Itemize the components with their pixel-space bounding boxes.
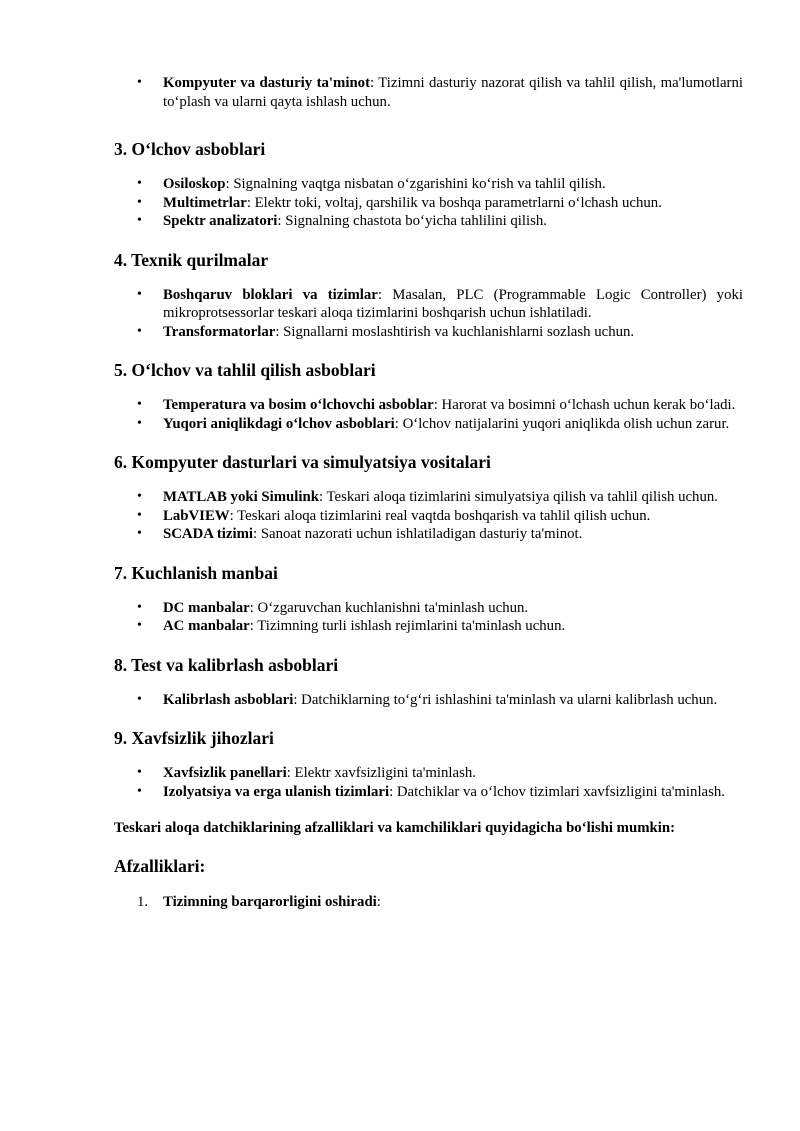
bullet-icon: • xyxy=(137,397,142,412)
list-item xyxy=(114,286,743,323)
item-text: : Tizimni dasturiy nazorat qilish va tahlil qilish, ma'lumotlarni to‘plash va ularni qayta ishlash uchun. xyxy=(163,75,743,110)
section-list xyxy=(114,488,743,544)
item-term: Yuqori aniqlikdagi o‘lchov asboblari xyxy=(163,415,395,432)
list-item xyxy=(114,415,743,434)
item-term: MATLAB yoki Simulink xyxy=(163,489,319,505)
item-text: : Elektr toki, voltaj, qarshilik va boshqa parametrlarni o‘lchash uchun. xyxy=(246,194,662,211)
list-item xyxy=(114,617,743,636)
item-text: : Signalning vaqtga nisbatan o‘zgarishini ko‘rish va tahlil qilish. xyxy=(225,176,606,192)
item-text: : Datchiklar va o‘lchov tizimlari xavfsizligini ta'minlash. xyxy=(389,783,725,800)
section-title: 5. O‘lchov va tahlil qilish asboblari xyxy=(114,360,376,380)
list-item xyxy=(114,194,743,213)
item-term: Osiloskop xyxy=(163,176,226,192)
item-text: : Signallarni moslashtirish va kuchlanishlarni sozlash uchun. xyxy=(275,323,635,340)
bullet-icon: • xyxy=(137,176,142,191)
advantages-list xyxy=(114,893,743,912)
item-term: LabVIEW xyxy=(163,507,230,524)
section-list xyxy=(114,764,743,801)
item-term: Temperatura va bosim o‘lchovchi asboblar xyxy=(163,397,434,413)
item-term: Xavfsizlik panellari xyxy=(163,765,287,781)
bullet-icon: • xyxy=(137,75,142,90)
section-list xyxy=(114,691,743,710)
section-6 xyxy=(114,451,743,544)
section-5 xyxy=(114,359,743,433)
bullet-icon: • xyxy=(137,526,142,541)
list-item xyxy=(114,893,743,912)
section-title: 7. Kuchlanish manbai xyxy=(114,562,278,583)
section-title: 3. O‘lchov asboblari xyxy=(114,139,266,159)
item-text: : Signalning chastota bo‘yicha tahlilini qilish. xyxy=(277,213,548,229)
item-term: Transformatorlar xyxy=(163,323,276,340)
section-list xyxy=(114,175,743,231)
bullet-icon: • xyxy=(137,323,142,339)
document-page xyxy=(114,74,743,911)
bullet-icon: • xyxy=(137,618,142,633)
item-text: : Tizimning turli ishlash rejimlarini ta'minlash uchun. xyxy=(249,618,566,634)
item-text: : Masalan, PLC (Programmable Logic Controller) yoki mikroprotsessorlar teskari aloqa tizimlarini boshqarish uchun ishlatiladi. xyxy=(163,286,743,321)
section-3 xyxy=(114,138,743,231)
item-term: Boshqaruv bloklari va tizimlar xyxy=(163,286,378,303)
item-text: : Datchiklarning to‘g‘ri ishlashini ta'minlash va ularni kalibrlash uchun. xyxy=(293,691,718,708)
section-list xyxy=(114,396,743,433)
item-term: Kompyuter va dasturiy ta'minot xyxy=(163,75,370,91)
list-item xyxy=(114,525,743,544)
section-list xyxy=(114,286,743,342)
list-item xyxy=(114,74,743,111)
bullet-icon: • xyxy=(137,599,142,615)
bullet-icon: • xyxy=(137,489,142,504)
bullet-icon: • xyxy=(137,286,142,302)
advantages-section xyxy=(114,855,743,912)
bullet-icon: • xyxy=(137,691,142,707)
item-text: : O‘lchov natijalarini yuqori aniqlikda olish uchun zarur. xyxy=(394,415,730,432)
item-term: SCADA tizimi xyxy=(163,526,254,542)
list-item xyxy=(114,764,743,783)
item-term: Spektr analizatori xyxy=(163,213,278,229)
advantages-title: Afzalliklari: xyxy=(114,855,206,876)
section-9 xyxy=(114,727,743,801)
list-item xyxy=(114,691,743,710)
list-item xyxy=(114,396,743,415)
bullet-icon: • xyxy=(137,213,142,228)
bullet-icon: • xyxy=(137,765,142,780)
section-title: 9. Xavfsizlik jihozlari xyxy=(114,728,274,748)
item-term: DC manbalar xyxy=(163,599,250,616)
section-list xyxy=(114,599,743,636)
item-text: : Elektr xavfsizligini ta'minlash. xyxy=(286,765,476,781)
list-item xyxy=(114,175,743,194)
section-8 xyxy=(114,654,743,710)
item-term: Izolyatsiya va erga ulanish tizimlari xyxy=(163,783,390,800)
list-item xyxy=(114,488,743,507)
list-item xyxy=(114,507,743,526)
list-item xyxy=(114,323,743,342)
section-4 xyxy=(114,249,743,342)
section-7 xyxy=(114,562,743,636)
item-text: : Sanoat nazorati uchun ishlatiladigan dasturiy ta'minot. xyxy=(253,526,583,542)
bullet-icon: • xyxy=(137,415,142,431)
section-title: 8. Test va kalibrlash asboblari xyxy=(114,654,339,675)
item-term: Multimetrlar xyxy=(163,194,247,211)
item-text: : Teskari aloqa tizimlarini real vaqtda boshqarish va tahlil qilish uchun. xyxy=(229,507,651,524)
item-text: : Teskari aloqa tizimlarini simulyatsiya qilish va tahlil qilish uchun. xyxy=(318,489,718,505)
item-text: : O‘zgaruvchan kuchlanishni ta'minlash uchun. xyxy=(249,599,529,616)
bullet-icon: • xyxy=(137,783,142,799)
bullet-icon: • xyxy=(137,194,142,210)
top-list xyxy=(114,74,743,111)
list-item xyxy=(114,599,743,618)
section-title: 6. Kompyuter dasturlari va simulyatsiya vositalari xyxy=(114,452,491,472)
list-item xyxy=(114,783,743,802)
item-term: Kalibrlash asboblari xyxy=(163,691,294,708)
bullet-icon: • xyxy=(137,507,142,523)
list-item xyxy=(114,212,743,231)
section-title: 4. Texnik qurilmalar xyxy=(114,249,269,270)
item-text: : Harorat va bosimni o‘lchash uchun kerak bo‘ladi. xyxy=(433,397,736,413)
item-number: 1. xyxy=(137,893,149,910)
intro-paragraph: Teskari aloqa datchiklarining afzalliklari va kamchiliklari quyidagicha bo‘lishi mumkin: xyxy=(114,820,676,836)
item-term: Tizimning barqarorligini oshiradi xyxy=(163,893,377,910)
item-text: : xyxy=(376,893,381,910)
item-term: AC manbalar xyxy=(163,618,250,634)
